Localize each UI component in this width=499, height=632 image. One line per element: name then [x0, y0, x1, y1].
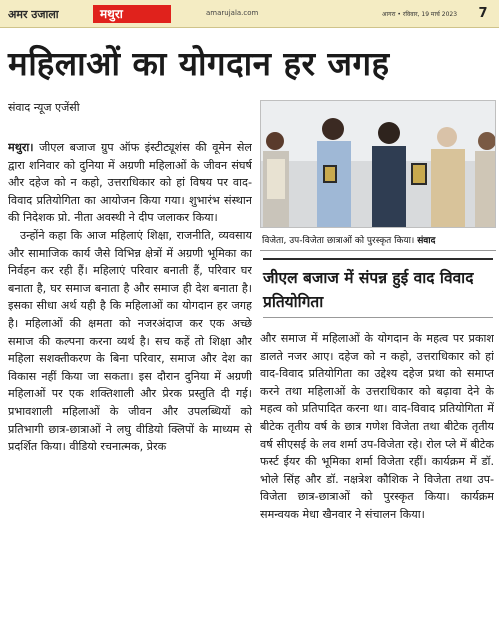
award-ceremony-photo: [261, 101, 496, 228]
article-subheadline: जीएल बजाज में संपन्न हुई वाद विवाद प्रतियोगिता: [263, 258, 493, 318]
photo-credit: संवाद: [417, 236, 436, 246]
article-body-left-column: [8, 139, 252, 627]
article-paragraph: उन्होंने कहा कि आज महिलाएं शिक्षा, राजनीति, व्यवसाय और सामाजिक कार्य जैसे विभिन्न क्षेत्रों में अग्रणी भूमिका का निर्वहन कर रही हैं। महिलाएं परिवार बनाती हैं, परिवार घर बनाता है, घर समाज बनाता है और समाज ही देश बनाता है। इसका सीधा अर्थ यही है कि महिलाओं का योगदान हर जगह है। महिलाओं की क्षमता को नजरअंदाज कर एक अच्छे समाज की कल्पना करना व्यर्थ है। सच कहें तो शिक्षा और महिला सशक्तीकरण के बिना परिवार, समाज और देश का विकास नहीं किया जा सकता। इस दौरान दुनिया में अग्रणी महिलाओं पर एक शक्तिशाली और प्रेरक प्रस्तुति दी गई। प्रभावशाली महिलाओं के जीवन और उपलब्धियों को प्रतिभागी छात्र-छात्राओं ने लघु वीडियो क्लिपों के माध्यम से प्रदर्शित किया। वीडियो रचनात्मक, प्रेरक: [8, 228, 252, 454]
dateline: मथुरा।: [8, 141, 34, 154]
article-byline: संवाद न्यूज एजेंसी: [8, 101, 80, 114]
photo-caption: [260, 231, 496, 251]
article-headline: महिलाओं का योगदान हर जगह: [8, 44, 390, 83]
article-paragraph: और समाज में महिलाओं के योगदान के महत्व पर प्रकाश डालते नजर आए। दहेज को न कहो, उत्तराधिकार को हां वाद-विवाद प्रतियोगिता का उद्देश्य दहेज प्रथा को समाप्त करने तथा महिलाओं के उत्तराधिकार को बढ़ावा देने के महत्व को प्रतिपादित करना था। वाद-विवाद प्रतियोगिता में बीटेक तृतीय वर्ष के छात्र गणेश विजेता तथा बीटेक तृतीय वर्ष सीएसई के लव शर्मा उप-विजेता रहे। रोल प्ले में बीटेक फर्स्ट ईयर की भूमिका शर्मा विजेता रहीं। कार्यक्रम में डॉ. भोले सिंह और डॉ. नक्षत्रेश कौशिक ने विजेता तथा उप-विजेता छात्र-छात्राओं को पुरस्कृत किया। कार्यक्रम समन्वयक मेधा खैनवार ने संचालन किया।: [260, 332, 494, 521]
article-body-right-column: [260, 330, 494, 620]
city-section-tag: मथुरा: [93, 5, 171, 23]
website-url: amarujala.com: [206, 9, 259, 17]
page-number: 7: [474, 4, 492, 23]
article-paragraph: [8, 139, 252, 227]
article-photo: [260, 100, 496, 228]
photo-caption-text: विजेता, उप-विजेता छात्राओं को पुरस्कृत किया।: [262, 236, 415, 246]
newspaper-brand: अमर उजाला: [8, 8, 59, 21]
article-paragraph-text: जीएल बजाज ग्रुप ऑफ इंस्टीट्यूशंस की वूमेन सेल द्वारा शनिवार को दुनिया में अग्रणी महिलाओं के जीवन संघर्ष और दहेज को न कहो, उत्तराधिकार को हां विषय पर वाद-विवाद प्रतियोगिता का आयोजन किया गया। शुभारंभ संस्थान की निदेशक प्रो. नीता अवस्थी ने दीप जलाकर किया।: [8, 141, 252, 225]
edition-date: आगरा • रविवार, 19 मार्च 2023: [382, 11, 458, 18]
masthead: [0, 0, 499, 28]
